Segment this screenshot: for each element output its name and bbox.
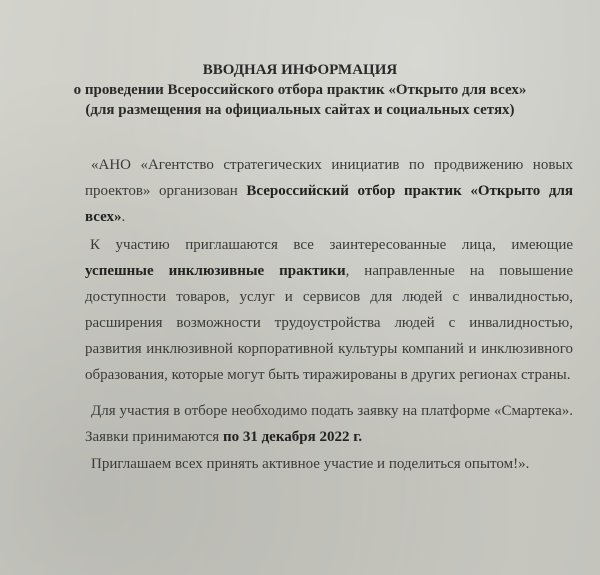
paragraph-intro-bold: Всероссийский отбор практик «Открыто для всех» (85, 183, 574, 225)
paragraph-closing (85, 451, 573, 477)
paragraph-application-text: Для участия в отборе необходимо подать заявку на платформе «Смартека». Заявки принимаются (85, 403, 573, 445)
document-subtitle: о проведении Всероссийского отбора практик «Открыто для всех» (73, 82, 527, 98)
document-note: (для размещения на официальных сайтах и социальных сетях) (85, 102, 515, 118)
paragraph-invitation (85, 232, 573, 388)
paragraph-closing-text: Приглашаем всех принять активное участие и поделиться опытом!». (91, 456, 530, 472)
document-title: ВВОДНАЯ ИНФОРМАЦИЯ (202, 62, 398, 78)
paragraph-invitation-bold: успешные инклюзивные практики (85, 263, 346, 279)
paragraph-invitation-text: К участию приглашаются все заинтересованные лица, имеющие (90, 237, 573, 253)
paragraph-intro-text: «АНО «Агентство стратегических инициатив по продвижению новых проектов» организован (85, 157, 573, 199)
paragraph-application-deadline: по 31 декабря 2022 г. (222, 429, 363, 445)
paragraph-intro (85, 152, 573, 230)
paragraph-intro-end: . (121, 209, 126, 225)
paragraph-application (85, 398, 573, 450)
paragraph-invitation-rest: , направленные на повышение доступности товаров, услуг и сервисов для людей с инвалидностью, расширения возможности трудоустройства людей с инвалидностью, развития инклюзивной корпоративной культуры компаний и инклюзивного образования, которые могут быть тиражированы в других регионах страны. (85, 263, 573, 383)
